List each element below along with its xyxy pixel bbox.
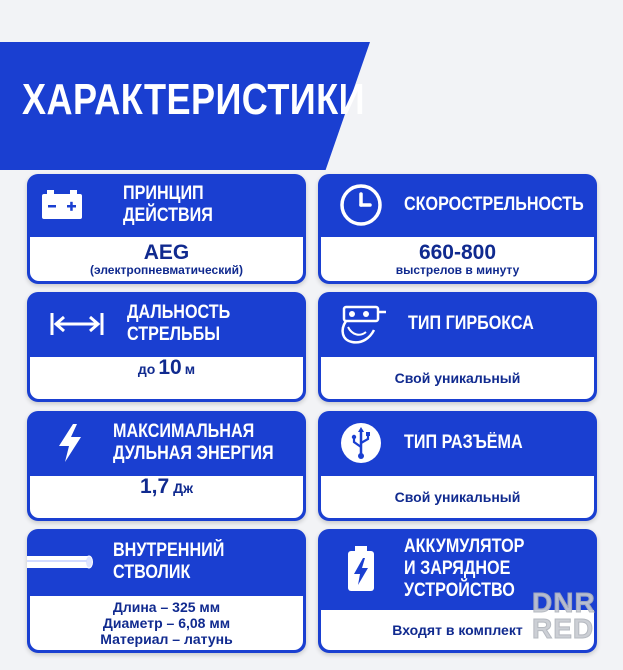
- spec-value-text: Свой уникальный: [394, 370, 521, 386]
- spec-label: ПРИНЦИП ДЕЙСТВИЯ: [123, 183, 213, 226]
- spec-value-sub: выстрелов в минуту: [395, 262, 520, 277]
- spec-value-unit: Дж: [173, 480, 194, 496]
- spec-value: [30, 476, 303, 518]
- spec-value-text: Входят в комплект: [392, 622, 523, 638]
- spec-value-unit: м: [184, 361, 196, 377]
- spec-value-prefix: до: [137, 361, 156, 377]
- page-title: ХАРАКТЕРИСТИКИ: [22, 75, 365, 124]
- spec-label: СКОРОСТРЕЛЬНОСТЬ: [404, 194, 584, 215]
- spec-value-main: 10: [158, 356, 182, 379]
- spec-card-gearbox-type: [318, 292, 597, 402]
- spec-label: ТИП ГИРБОКСА: [408, 313, 534, 334]
- lightning-icon: [27, 423, 113, 463]
- spec-value: [321, 357, 594, 399]
- spec-card-connector-type: [318, 411, 597, 521]
- spec-card-muzzle-energy: [27, 411, 306, 521]
- barrel-icon: [27, 553, 113, 571]
- watermark-line: DNR: [532, 587, 596, 618]
- spec-value-main: 1,7: [139, 475, 170, 498]
- range-arrows-icon: [27, 310, 127, 338]
- gearbox-icon: [318, 302, 408, 346]
- usb-icon: [318, 421, 404, 465]
- spec-value: [30, 357, 303, 399]
- spec-card-rate-of-fire: [318, 174, 597, 284]
- watermark-logo: [532, 587, 604, 644]
- spec-value: [30, 237, 303, 281]
- spec-value-main: AEG: [143, 240, 190, 264]
- charging-battery-icon: [318, 546, 404, 592]
- spec-card-operating-principle: [27, 174, 306, 284]
- battery-icon: [27, 189, 97, 221]
- spec-label: МАКСИМАЛЬНАЯ ДУЛЬНАЯ ЭНЕРГИЯ: [113, 421, 274, 464]
- spec-label: ТИП РАЗЪЁМА: [404, 432, 523, 453]
- watermark-line: RED: [532, 613, 595, 644]
- spec-value-line: Длина – 325 мм: [112, 599, 221, 615]
- spec-card-inner-barrel: [27, 529, 306, 653]
- spec-value: [321, 476, 594, 518]
- spec-card-range: [27, 292, 306, 402]
- spec-value: [321, 237, 594, 281]
- spec-value-sub: (электропневматический): [90, 262, 243, 277]
- spec-value: [30, 596, 303, 650]
- clock-icon: [318, 183, 404, 227]
- spec-value-text: Свой уникальный: [394, 489, 521, 505]
- spec-value-line: Материал – латунь: [100, 631, 233, 647]
- spec-label: АККУМУЛЯТОР И ЗАРЯДНОЕ УСТРОЙСТВО: [404, 536, 525, 601]
- spec-value-main: 660-800: [418, 240, 497, 264]
- spec-label: ВНУТРЕННИЙ СТВОЛИК: [113, 540, 225, 583]
- spec-value-line: Диаметр – 6,08 мм: [102, 615, 231, 631]
- spec-label: ДАЛЬНОСТЬ СТРЕЛЬБЫ: [127, 302, 231, 345]
